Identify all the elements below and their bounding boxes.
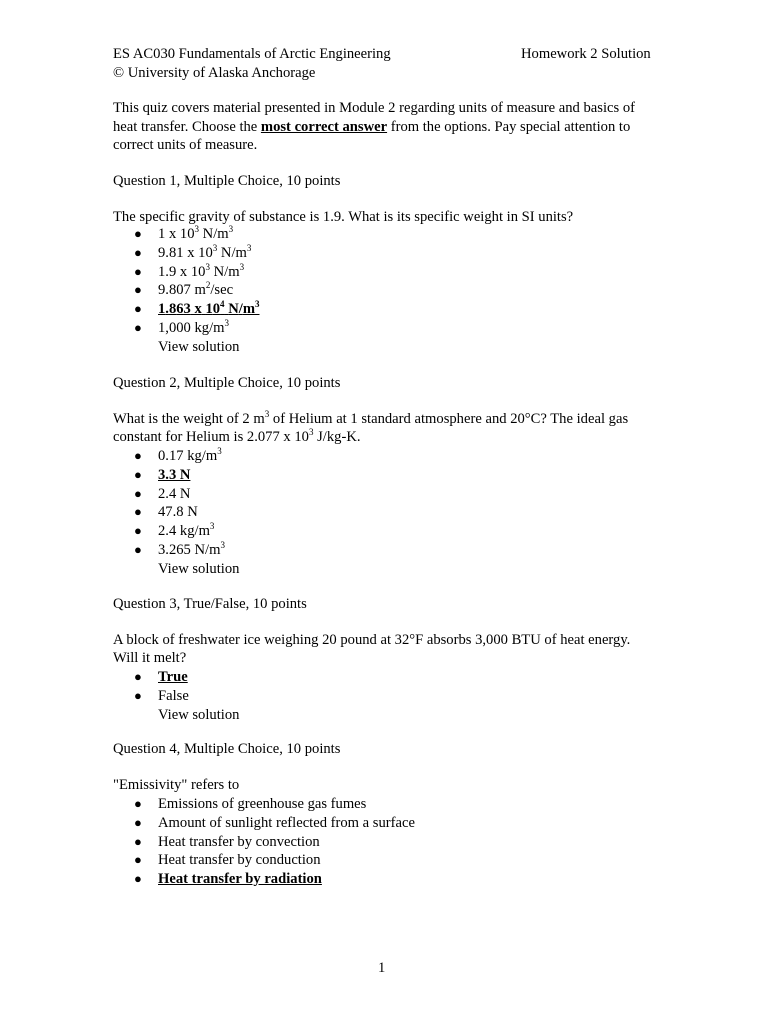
bullet-icon: ●	[134, 466, 142, 482]
answer-option[interactable]	[113, 485, 239, 504]
answer-option-correct[interactable]	[113, 870, 415, 889]
answer-options	[113, 225, 259, 357]
answer-option-correct[interactable]	[113, 668, 239, 687]
option-label: 47.8 N	[158, 504, 198, 521]
bullet-icon: ●	[134, 244, 142, 260]
view-solution-link[interactable]: View solution	[158, 560, 240, 577]
bullet-icon: ●	[134, 833, 142, 849]
option-label: 0.17 $kg/m^3$	[158, 446, 222, 464]
question-heading: Question 1, Multiple Choice, 10 points	[113, 173, 341, 189]
question-heading: Question 4, Multiple Choice, 10 points	[113, 741, 341, 757]
document-title: Homework 2 Solution	[521, 46, 651, 62]
answer-option[interactable]	[113, 447, 239, 466]
option-label: 1 x $10^3$ $N/m^3$	[158, 224, 234, 242]
bullet-icon: ●	[134, 852, 142, 868]
option-label: Emissions of greenhouse gas fumes	[158, 796, 367, 812]
answer-option[interactable]	[113, 503, 239, 522]
intro-line-3: correct units of measure.	[113, 137, 258, 153]
bullet-icon: ●	[134, 319, 142, 335]
intro-emphasis: most correct answer	[260, 119, 388, 135]
answer-option[interactable]	[113, 687, 239, 706]
option-label: 9.81 x $10^3$ $N/m^3$	[158, 242, 252, 261]
bullet-icon: ●	[134, 523, 142, 539]
question-heading: Question 3, True/False, 10 points	[113, 596, 307, 612]
option-label: 9.807 $m^2/\sec$	[158, 280, 234, 299]
option-label: Heat transfer by radiation	[158, 871, 322, 888]
answer-option[interactable]	[113, 522, 239, 541]
option-label: True	[158, 669, 188, 685]
bullet-icon: ●	[134, 282, 142, 298]
bullet-icon: ●	[134, 669, 142, 684]
course-title: ES AC030 Fundamentals of Arctic Engineering	[113, 46, 391, 62]
option-label: Amount of sunlight reflected from a surface	[158, 814, 415, 831]
intro-text: heat transfer. Choose the	[113, 119, 261, 135]
bullet-icon: ●	[134, 263, 142, 279]
bullet-icon: ●	[134, 814, 142, 830]
answer-option[interactable]	[113, 833, 415, 852]
bullet-icon: ●	[134, 687, 142, 703]
intro-line-1: This quiz covers material presented in Module 2 regarding units of measure and basics of	[113, 100, 635, 116]
question-text: The specific gravity of substance is 1.9. What is its specific weight in SI units?	[113, 209, 574, 225]
copyright-line: © University of Alaska Anchorage	[113, 65, 316, 81]
answer-option[interactable]	[113, 851, 415, 870]
option-label: Heat transfer by conduction	[158, 852, 321, 869]
bullet-icon: ●	[134, 301, 142, 317]
view-solution-link[interactable]: View solution	[158, 706, 240, 723]
intro-text: from the options. Pay special attention to	[387, 119, 631, 135]
bullet-icon: ●	[134, 226, 142, 241]
question-text: "Emissivity" refers to	[113, 777, 240, 793]
option-label: 1.9 x $10^3$ $N/m^3$	[158, 261, 245, 280]
option-label: 3.3 N	[158, 466, 191, 483]
bullet-icon: ●	[134, 796, 142, 811]
answer-option[interactable]	[113, 281, 259, 300]
bullet-icon: ●	[134, 541, 142, 557]
bullet-icon: ●	[134, 485, 142, 501]
question-text: What is the weight of 2 $m^3$ of Helium at 1 standard atmosphere and 20°C? The ideal gas	[113, 409, 629, 427]
bullet-icon: ●	[134, 871, 142, 887]
answer-options	[113, 447, 239, 579]
option-label: False	[158, 687, 189, 704]
bullet-icon: ●	[134, 504, 142, 520]
intro-line-2	[113, 119, 630, 136]
answer-options	[113, 795, 415, 889]
answer-option[interactable]	[113, 263, 259, 282]
answer-option-correct[interactable]	[113, 300, 259, 319]
question-text: constant for Helium is 2.077 x $10^3$ J/kg-K.	[113, 427, 361, 445]
option-label: 2.4 N	[158, 485, 191, 502]
answer-option[interactable]	[113, 814, 415, 833]
answer-option[interactable]	[113, 319, 259, 338]
answer-option[interactable]	[113, 541, 239, 560]
answer-option-correct[interactable]	[113, 466, 239, 485]
page-number: 1	[378, 960, 386, 976]
question-text: Will it melt?	[113, 650, 187, 666]
view-solution-link[interactable]: View solution	[158, 338, 240, 355]
answer-option[interactable]	[113, 244, 259, 263]
question-heading: Question 2, Multiple Choice, 10 points	[113, 375, 341, 391]
question-text: A block of freshwater ice weighing 20 pound at 32°F absorbs 3,000 BTU of heat energy.	[113, 632, 631, 648]
bullet-icon: ●	[134, 448, 142, 463]
option-label: 1.863 x $10^4$ $N/m^3$	[158, 299, 260, 318]
option-label: Heat transfer by convection	[158, 833, 320, 850]
answer-option[interactable]	[113, 225, 259, 244]
answer-options	[113, 668, 239, 724]
answer-option[interactable]	[113, 795, 415, 814]
option-label: 2.4 $kg/m^3$	[158, 521, 215, 540]
option-label: 3.265 $N/m^3$	[158, 539, 225, 558]
option-label: 1,000 $kg/m^3$	[158, 317, 230, 336]
